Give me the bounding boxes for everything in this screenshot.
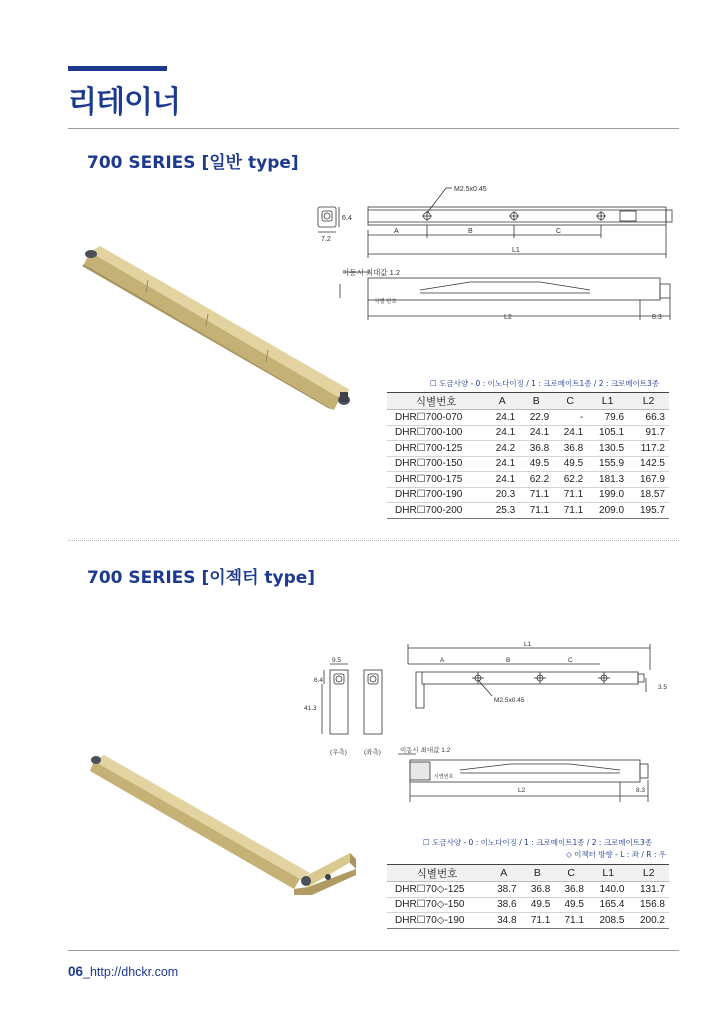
table-cell-code: DHR☐700-070: [387, 410, 485, 426]
header-divider: [68, 128, 679, 129]
table-cell-l1: 155.9: [587, 456, 628, 472]
s1-dim-l1: L1: [512, 247, 520, 254]
table-cell-code: DHR☐70◇-150: [387, 897, 487, 913]
table-row: [387, 897, 669, 913]
table-cell-code: DHR☐70◇-190: [387, 913, 487, 929]
table-row: [387, 503, 669, 519]
s1-dim-l2: L2: [504, 314, 512, 321]
table-cell-b: 71.1: [519, 503, 553, 519]
table-cell-a: 24.1: [485, 425, 519, 441]
section1-title: 700 SERIES [일반 type]: [87, 153, 299, 173]
section1-technical-drawing: [310, 180, 690, 330]
table-header-c: C: [554, 865, 588, 882]
table-cell-l1: 105.1: [587, 425, 628, 441]
table-header-a: A: [487, 865, 521, 882]
table-row: [387, 472, 669, 488]
title-accent-bar: [68, 66, 167, 71]
table-cell-l2: 131.7: [628, 882, 669, 898]
s2-thread-label: M2.5x0.45: [494, 697, 525, 704]
table-row: [387, 913, 669, 929]
table-cell-a: 24.1: [485, 410, 519, 426]
table-cell-code: DHR☐700-100: [387, 425, 485, 441]
table-header-l2: L2: [628, 865, 669, 882]
s1-move-label: 이동시 최대값 1.2: [342, 268, 401, 277]
table-cell-l2: 200.2: [628, 913, 669, 929]
s2-move-label: 이동시 최대값 1.2: [400, 747, 451, 754]
table-header-c: C: [553, 393, 587, 410]
page-title: 리테이너: [68, 85, 180, 120]
table-cell-code: DHR☐700-190: [387, 487, 485, 503]
table-cell-l2: 91.7: [628, 425, 669, 441]
table-header-a: A: [485, 393, 519, 410]
s2-dim-83: 8.3: [636, 787, 646, 794]
table-cell-b: 36.8: [521, 882, 555, 898]
s2-left-label: (좌측): [364, 749, 381, 756]
table-header-row: [387, 393, 669, 410]
table-cell-l1: 140.0: [588, 882, 629, 898]
table-cell-c: -: [553, 410, 587, 426]
table-cell-b: 49.5: [521, 897, 555, 913]
table-cell-a: 20.3: [485, 487, 519, 503]
s2-dim-413: 41.3: [304, 705, 317, 712]
section2-technical-drawing: [300, 630, 685, 805]
s2-id-label: 식별번호: [434, 774, 454, 780]
table-cell-code: DHR☐700-200: [387, 503, 485, 519]
table-cell-c: 71.1: [553, 487, 587, 503]
s2-dim-l2: L2: [518, 787, 526, 794]
table-cell-c: 36.8: [553, 441, 587, 457]
table-cell-c: 36.8: [554, 882, 588, 898]
table-cell-code: DHR☐700-125: [387, 441, 485, 457]
s1-dim-64: 6.4: [342, 215, 352, 222]
table-cell-c: 24.1: [553, 425, 587, 441]
table-cell-a: 34.8: [487, 913, 521, 929]
table-cell-l2: 142.5: [628, 456, 669, 472]
table-cell-l1: 199.0: [587, 487, 628, 503]
table-cell-c: 49.5: [553, 456, 587, 472]
s2-right-label: (우측): [330, 749, 347, 756]
table-header-code: 식별번호: [387, 865, 487, 882]
table-cell-c: 49.5: [554, 897, 588, 913]
s1-dim-b: B: [468, 228, 473, 235]
table-cell-c: 71.1: [553, 503, 587, 519]
table-row: [387, 487, 669, 503]
table-cell-c: 62.2: [553, 472, 587, 488]
section2-plating-note: ☐ 도금사양 - 0 : 이노다이징 / 1 : 크로메이트1종 / 2 : 크로메이트3종: [423, 838, 653, 847]
s2-dim-35: 3.5: [658, 684, 668, 691]
table-cell-a: 25.3: [485, 503, 519, 519]
s1-dim-83: 8.3: [652, 314, 662, 321]
footer-divider: [68, 950, 679, 951]
s1-dim-72: 7.2: [321, 236, 331, 243]
table-row: [387, 882, 669, 898]
table-cell-l1: 181.3: [587, 472, 628, 488]
table-cell-l2: 167.9: [628, 472, 669, 488]
table-header-l1: L1: [587, 393, 628, 410]
footer-page-number: 06: [68, 964, 84, 979]
s2-dim-l1: L1: [524, 641, 532, 648]
table-cell-code: DHR☐700-150: [387, 456, 485, 472]
table-row: [387, 425, 669, 441]
table-cell-l1: 79.6: [587, 410, 628, 426]
footer: [68, 964, 178, 979]
table-cell-code: DHR☐700-175: [387, 472, 485, 488]
table-cell-a: 38.7: [487, 882, 521, 898]
table-cell-a: 38.6: [487, 897, 521, 913]
footer-url[interactable]: _http://dhckr.com: [83, 965, 179, 979]
table-cell-c: 71.1: [554, 913, 588, 929]
table-header-b: B: [519, 393, 553, 410]
table-header-l1: L1: [588, 865, 629, 882]
table-cell-l1: 165.4: [588, 897, 629, 913]
s2-dim-a: A: [440, 657, 445, 664]
table-row: [387, 410, 669, 426]
s1-thread-label: M2.5x0.45: [454, 186, 487, 193]
s1-dim-a: A: [394, 228, 399, 235]
table-header-code: 식별번호: [387, 393, 485, 410]
table-cell-l1: 130.5: [587, 441, 628, 457]
s2-dim-c: C: [568, 657, 573, 664]
table-cell-b: 62.2: [519, 472, 553, 488]
section1-plating-note: ☐ 도금사양 - 0 : 이노다이징 / 1 : 크로메이트1종 / 2 : 크로메이트3종: [430, 379, 660, 388]
s2-dim-95: 9.5: [332, 657, 342, 664]
section2-spec-table: [387, 864, 669, 929]
table-cell-l1: 208.5: [588, 913, 629, 929]
table-cell-l1: 209.0: [587, 503, 628, 519]
table-cell-l2: 117.2: [628, 441, 669, 457]
table-header-row: [387, 865, 669, 882]
table-row: [387, 456, 669, 472]
s1-id-label: 식별 번호: [374, 299, 397, 305]
section1-spec-table: [387, 392, 669, 519]
table-cell-a: 24.1: [485, 472, 519, 488]
s2-dim-b: B: [506, 657, 511, 664]
table-cell-code: DHR☐70◇-125: [387, 882, 487, 898]
table-header-l2: L2: [628, 393, 669, 410]
table-cell-l2: 156.8: [628, 897, 669, 913]
table-cell-b: 22.9: [519, 410, 553, 426]
table-cell-b: 71.1: [521, 913, 555, 929]
section-divider: [68, 540, 679, 541]
table-cell-l2: 195.7: [628, 503, 669, 519]
table-cell-l2: 66.3: [628, 410, 669, 426]
s2-dim-64: 6.4: [314, 677, 324, 684]
section2-direction-note: ◇ 이젝터 방향 - L : 좌 / R : 우: [566, 850, 666, 859]
s1-dim-c: C: [556, 228, 562, 235]
section2-title: 700 SERIES [이젝터 type]: [87, 568, 316, 588]
table-row: [387, 441, 669, 457]
table-cell-l2: 18.57: [628, 487, 669, 503]
table-cell-b: 24.1: [519, 425, 553, 441]
table-header-b: B: [521, 865, 555, 882]
table-cell-b: 36.8: [519, 441, 553, 457]
table-cell-b: 71.1: [519, 487, 553, 503]
table-cell-a: 24.2: [485, 441, 519, 457]
table-cell-b: 49.5: [519, 456, 553, 472]
table-cell-a: 24.1: [485, 456, 519, 472]
